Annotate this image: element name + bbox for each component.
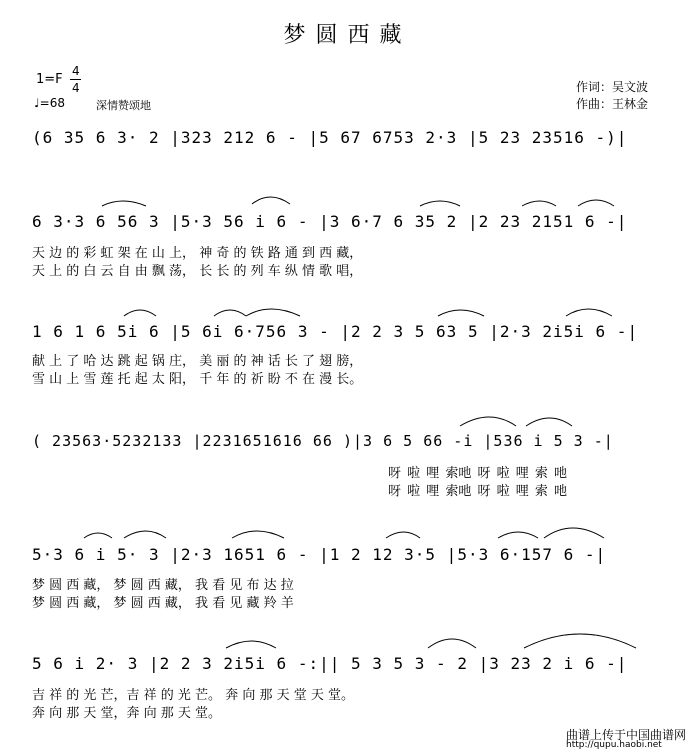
lyrics-line-5-verse-1: 梦 圆 西 藏， 梦 圆 西 藏， 我 看 见 布 达 拉 <box>32 578 294 593</box>
lyrics-line-4-verse-1: 呀 啦 哩 索吔 呀 啦 哩 索 吔 <box>388 466 568 481</box>
lyrics-line-2-verse-1: 天 边 的 彩 虹 架 在 山 上， 神 奇 的 铁 路 通 到 西 藏， <box>32 246 363 261</box>
lyrics-line-3-verse-1: 献 上 了 哈 达 跳 起 锅 庄， 美 丽 的 神 话 长 了 翅 膀， <box>32 354 363 369</box>
score-line-3: 1 6 1 6 5i 6 |5 6i 6·756 3 - |2 2 3 5 63 5 |2·3 2i5i 6 -| <box>32 322 639 341</box>
score-line-1: (6 35 6 3· 2 |323 212 6 - |5 67 6753 2·3 |5 23 23516 -)| <box>32 128 628 147</box>
lyrics-line-3-verse-2: 雪 山 上 雪 莲 托 起 太 阳， 千 年 的 祈 盼 不 在 漫 长。 <box>32 372 363 387</box>
watermark-url: http://qupu.haobi.net <box>566 740 662 750</box>
tempo-mark: ♩=68 <box>34 96 65 110</box>
score-line-4: ( 23563·5232133 |2231651616 66 )|3 6 5 66 -i |536 i 5 3 -| <box>32 432 614 450</box>
lyrics-line-6-verse-1: 吉 祥 的 光 芒，吉 祥 的 光 芒。 奔 向 那 天 堂 天 堂。 <box>32 688 354 703</box>
watermark-text: 曲谱上传于中国曲谱网 <box>566 728 687 742</box>
score-line-6: 5 6 i 2· 3 |2 2 3 2i5i 6 -:|| 5 3 5 3 - 2 |3 23 2 i 6 -| <box>32 654 628 673</box>
lyricist: 作词：吴文波 <box>576 80 649 94</box>
time-signature-bottom: 4 <box>72 81 80 95</box>
composer: 作曲：王林金 <box>576 97 649 111</box>
expression-mark: 深情赞颂地 <box>96 99 151 112</box>
lyrics-line-6-verse-2: 奔 向 那 天 堂，奔 向 那 天 堂。 <box>32 706 222 721</box>
score-line-2: 6 3·3 6 56 3 |5·3 56 i 6 - |3 6·7 6 35 2 |2 23 2151 6 -| <box>32 212 628 231</box>
lyrics-line-2-verse-2: 天 上 的 白 云 自 由 飘 荡， 长 长 的 列 车 纵 情 歌 唱， <box>32 264 363 279</box>
time-signature-top: 4 <box>72 64 80 78</box>
lyrics-line-4-verse-2: 呀 啦 哩 索吔 呀 啦 哩 索 吔 <box>388 484 568 499</box>
key-signature: 1=F <box>36 72 63 87</box>
score-line-5: 5·3 6 i 5· 3 |2·3 1651 6 - |1 2 12 3·5 |5·3 6·157 6 -| <box>32 545 607 564</box>
page-title: 梦圆西藏 <box>283 23 412 48</box>
lyrics-line-5-verse-2: 梦 圆 西 藏， 梦 圆 西 藏， 我 看 见 藏 羚 羊 <box>32 596 294 611</box>
